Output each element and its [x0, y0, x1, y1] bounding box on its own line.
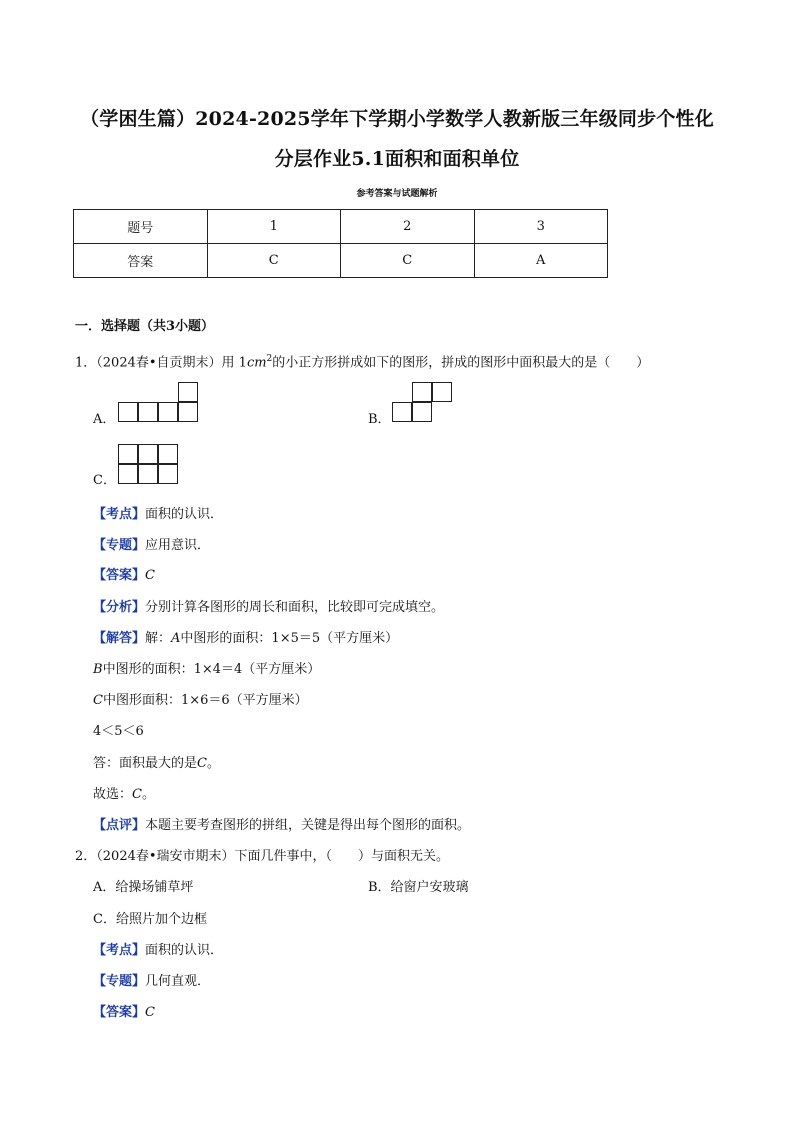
option-c-figure — [118, 444, 180, 486]
table-header-cell: 答案 — [74, 244, 208, 278]
table-header-cell: 题号 — [74, 210, 208, 244]
kaodian-text: 面积的认识． — [145, 943, 224, 958]
table-row — [74, 244, 608, 278]
table-cell: A — [474, 244, 608, 278]
square-cell — [118, 464, 138, 484]
question-1-stem-suffix: 的小正方形拼成如下的图形，拼成的图形中面积最大的是（ ） — [272, 355, 650, 371]
dianping-tag: 【点评】 — [93, 818, 146, 833]
kaodian-tag: 【考点】 — [93, 507, 146, 522]
jieda-text: 故选： — [93, 787, 133, 802]
q1-dianping — [93, 817, 470, 835]
option-a-label: A． — [93, 412, 116, 427]
q1-fenxi — [93, 599, 444, 617]
table-cell: C — [341, 244, 475, 278]
jieda-text: 中图形面积：1×6＝6（平方厘米） — [102, 693, 308, 708]
square-cell — [118, 444, 138, 464]
q2-zhuanti — [93, 973, 210, 991]
square-cell — [412, 402, 432, 422]
table-cell: 3 — [474, 210, 608, 244]
square-cell — [178, 382, 198, 402]
q1-jieda-line5 — [93, 755, 220, 773]
square-cell — [432, 382, 452, 402]
jieda-text: 中图形的面积：1×5＝5（平方厘米） — [180, 631, 399, 646]
q2-option-a: A．给操场铺草坪 — [93, 880, 194, 895]
dianping-text: 本题主要考查图形的拼组，关键是得出每个图形的面积。 — [145, 818, 471, 833]
q1-daan — [93, 567, 155, 585]
q1-kaodian — [93, 506, 223, 524]
q1-jieda-line1 — [93, 630, 398, 648]
q1-jieda-line3 — [93, 692, 308, 710]
jieda-text: 中图形的面积：1×4＝4（平方厘米） — [102, 662, 321, 677]
square-cell — [412, 382, 432, 402]
table-cell: 2 — [341, 210, 475, 244]
jieda-text: C — [93, 693, 103, 708]
q2-kaodian — [93, 942, 223, 960]
option-a-figure — [118, 381, 200, 423]
question-1-stem-prefix: 1．（2024春•自贡期末）用 1 — [75, 355, 247, 371]
square-cell — [118, 402, 138, 422]
question-1-stem — [75, 350, 649, 372]
document-title-line1: （学困生篇）2024-2025学年下学期小学数学人教新版三年级同步个性化 — [80, 108, 714, 130]
kaodian-tag: 【考点】 — [93, 943, 146, 958]
daan-tag: 【答案】 — [93, 1005, 146, 1020]
q1-zhuanti — [93, 537, 210, 555]
jieda-text: C — [197, 756, 207, 771]
square-cell — [138, 444, 158, 464]
document-title-line2: 分层作业5.1面积和面积单位 — [274, 148, 520, 170]
square-cell — [178, 402, 198, 422]
jieda-tag: 【解答】 — [93, 631, 146, 646]
jieda-text: B — [93, 662, 103, 677]
answer-table — [73, 209, 608, 278]
daan-text: C — [145, 568, 155, 583]
question-1-stem-sup: 2 — [266, 354, 273, 364]
option-b-label: B． — [368, 412, 391, 427]
zhuanti-tag: 【专题】 — [93, 974, 146, 989]
q1-jieda-line2 — [93, 661, 320, 679]
jieda-text: 答：面积最大的是 — [93, 756, 198, 771]
jieda-text: C — [132, 787, 142, 802]
option-c-label: C． — [93, 473, 116, 488]
q1-jieda-line4: 4＜5＜6 — [93, 724, 144, 739]
zhuanti-tag: 【专题】 — [93, 538, 146, 553]
jieda-text: 。 — [141, 787, 155, 802]
question-2-stem: 2．（2024春•瑞安市期末）下面几件事中，（ ）与面积无关。 — [75, 849, 450, 864]
table-cell: 1 — [207, 210, 341, 244]
q2-option-b: B．给窗户安玻璃 — [368, 880, 469, 895]
zhuanti-text: 应用意识． — [145, 538, 211, 553]
square-cell — [138, 464, 158, 484]
q2-daan — [93, 1004, 155, 1022]
table-row — [74, 210, 608, 244]
daan-text: C — [145, 1005, 155, 1020]
fenxi-tag: 【分析】 — [93, 600, 146, 615]
square-cell — [158, 464, 178, 484]
jieda-text: 。 — [206, 756, 220, 771]
q1-jieda-line6 — [93, 786, 155, 804]
square-cell — [158, 444, 178, 464]
q2-option-c: C．给照片加个边框 — [93, 912, 207, 927]
square-cell — [138, 402, 158, 422]
section-heading: 一．选择题（共3小题） — [75, 319, 215, 334]
question-1-stem-unit: cm — [246, 355, 267, 371]
jieda-text: A — [171, 631, 181, 646]
square-cell — [392, 402, 412, 422]
zhuanti-text: 几何直观． — [145, 974, 211, 989]
fenxi-text: 分别计算各图形的周长和面积，比较即可完成填空。 — [145, 600, 445, 615]
option-b-figure — [392, 381, 456, 423]
table-cell: C — [207, 244, 341, 278]
jieda-text: 解： — [145, 631, 172, 646]
kaodian-text: 面积的认识． — [145, 507, 224, 522]
answer-subtitle: 参考答案与试题解析 — [356, 189, 438, 199]
square-cell — [158, 402, 178, 422]
daan-tag: 【答案】 — [93, 568, 146, 583]
